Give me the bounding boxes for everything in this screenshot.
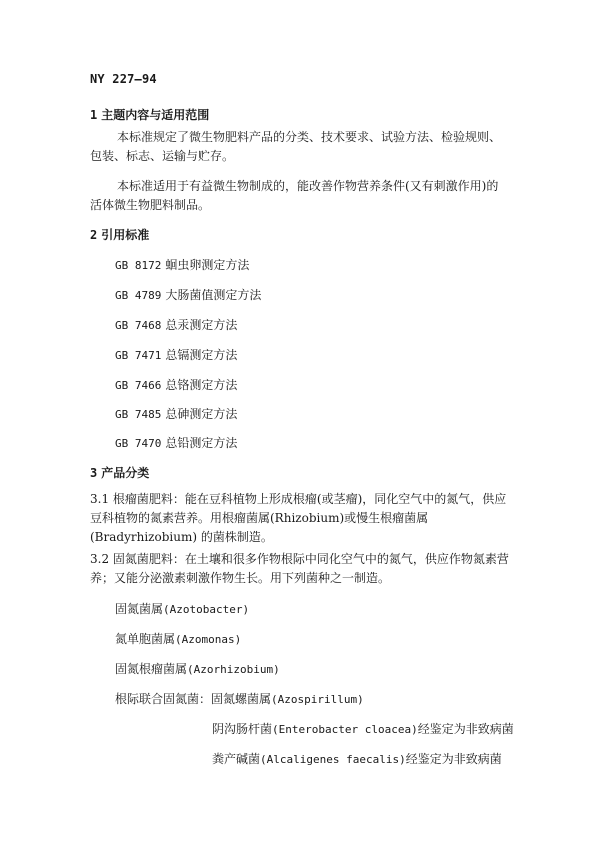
genus-latin: (Azomonas) (175, 633, 242, 646)
reference-item (115, 346, 237, 363)
section-title: 主题内容与适用范围 (101, 108, 210, 122)
reference-title: 总铅测定方法 (165, 436, 238, 450)
reference-title: 总汞测定方法 (165, 318, 238, 332)
reference-code: GB 4789 (115, 289, 162, 302)
section-title: 产品分类 (101, 466, 150, 480)
subitem-note: 经鉴定为非致病菌 (417, 722, 514, 736)
reference-item (115, 405, 237, 422)
section-title: 引用标准 (101, 228, 150, 242)
section-number: 3 (90, 466, 98, 480)
reference-title: 蛔虫卵测定方法 (165, 258, 250, 272)
clause-3-2: 3.2 固氮菌肥料：在土壤和很多作物根际中同化空气中的氮气，供应作物氮素营养；又能分泌激素刺激作物生长。用下列菌种之一制造。 (90, 552, 509, 585)
reference-title: 总铬测定方法 (165, 378, 238, 392)
section-3-heading (90, 464, 149, 481)
reference-code: GB 7468 (115, 319, 162, 332)
reference-code: GB 7485 (115, 408, 162, 421)
genus-item (115, 630, 241, 647)
genus-name: 氮单胞菌属 (115, 632, 176, 646)
genus-item (115, 660, 280, 677)
reference-item (115, 286, 261, 303)
genus-latin: (Azorhizobium) (187, 663, 280, 676)
subitem (212, 720, 514, 737)
genus-item (115, 690, 364, 707)
section-number: 2 (90, 228, 98, 242)
reference-item (115, 376, 237, 393)
reference-item (115, 256, 249, 273)
reference-title: 大肠菌值测定方法 (165, 288, 262, 302)
reference-code: GB 8172 (115, 259, 162, 272)
genus-latin: (Azotobacter) (163, 603, 250, 616)
genus-name: 固氮菌属 (115, 602, 164, 616)
subitem (212, 750, 502, 767)
document-id: NY 227—94 (90, 72, 157, 86)
reference-code: GB 7466 (115, 379, 162, 392)
reference-title: 总砷测定方法 (165, 407, 238, 421)
genus-item (115, 600, 249, 617)
subitem-name: 粪产碱菌 (212, 752, 261, 766)
subitem-name: 阴沟肠杆菌 (212, 722, 273, 736)
section-1-heading (90, 106, 209, 123)
reference-item (115, 316, 237, 333)
subitem-note: 经鉴定为非致病菌 (405, 752, 502, 766)
genus-name: 根际联合固氮菌：固氮螺菌属 (115, 692, 272, 706)
genus-latin: (Azospirillum) (271, 693, 364, 706)
reference-title: 总镉测定方法 (165, 348, 238, 362)
section-2-heading (90, 226, 149, 243)
subitem-latin: (Alcaligenes faecalis) (260, 753, 406, 766)
reference-code: GB 7471 (115, 349, 162, 362)
reference-item (115, 434, 237, 451)
section-1-paragraph-1: 本标准规定了微生物肥料产品的分类、技术要求、试验方法、检验规则、包装、标志、运输与贮存。 (90, 130, 502, 163)
reference-code: GB 7470 (115, 437, 162, 450)
genus-name: 固氮根瘤菌属 (115, 662, 188, 676)
section-number: 1 (90, 108, 98, 122)
clause-3-1: 3.1 根瘤菌肥料：能在豆科植物上形成根瘤(或茎瘤)，同化空气中的氮气，供应豆科植物的氮素营养。用根瘤菌属(Rhizobium)或慢生根瘤菌属(Bradyrhizobium) 的菌株制造。 (90, 492, 507, 544)
section-1-paragraph-2: 本标准适用于有益微生物制成的，能改善作物营养条件(又有刺激作用)的活体微生物肥料制品。 (90, 179, 499, 212)
subitem-latin: (Enterobacter cloacea) (272, 723, 418, 736)
